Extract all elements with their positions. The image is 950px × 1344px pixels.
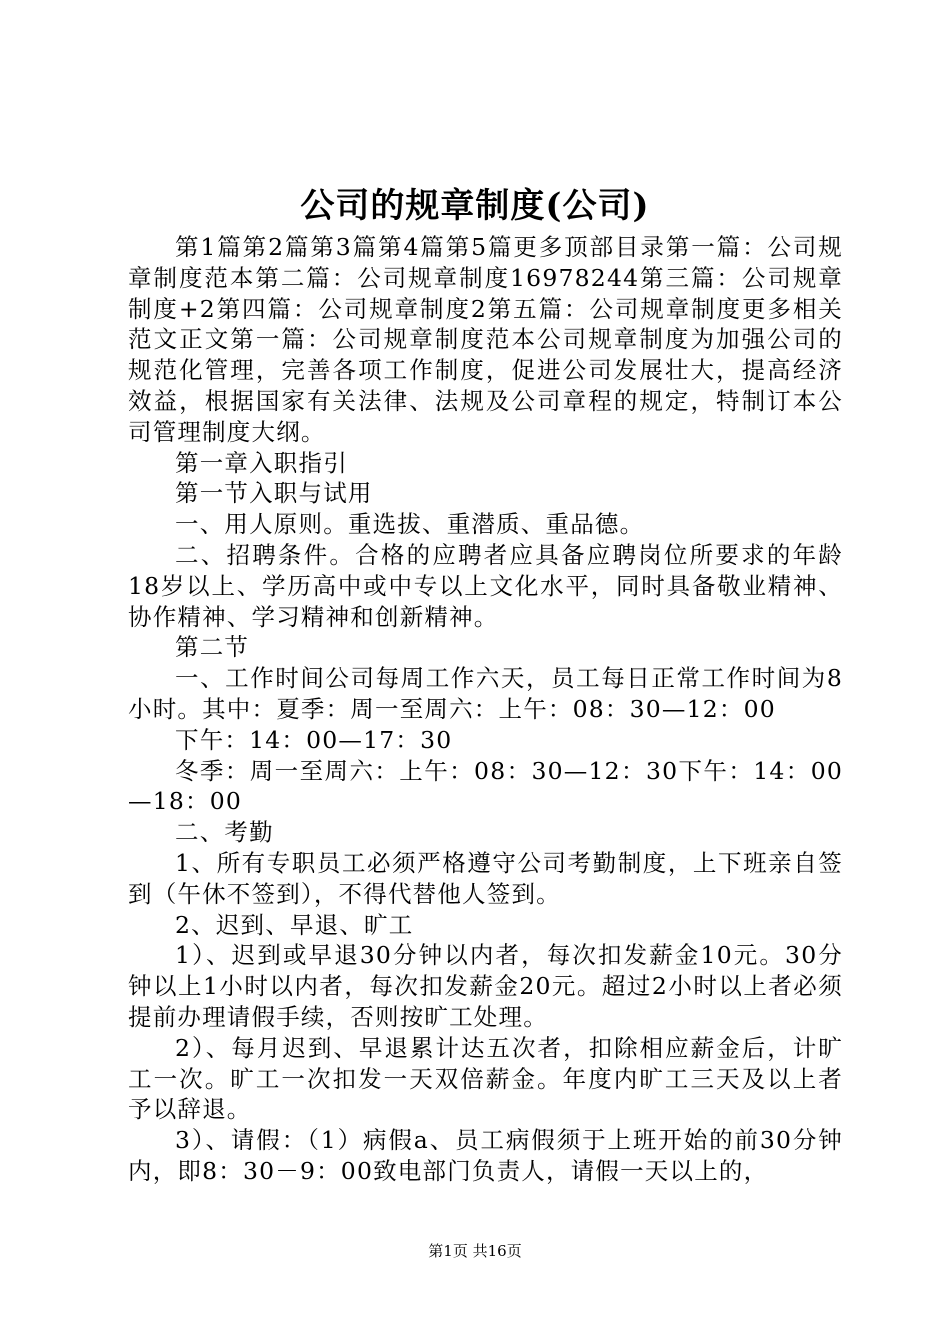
paragraph: 下午：14：00—17：30 — [175, 725, 453, 754]
paragraph: 一、用人原则。重选拔、重潜质、重品德。 — [175, 510, 645, 539]
document-body — [128, 232, 843, 1187]
paragraph: 2）、每月迟到、早退累计达五次者，扣除相应薪金后，计旷工一次。旷工一次扣发一天双倍薪金。年度内旷工三天及以上者予以辞退。 — [128, 1033, 843, 1124]
paragraph: 二、考勤 — [175, 818, 274, 847]
paragraph: 一、工作时间公司每周工作六天，员工每日正常工作时间为8小时。其中：夏季：周一至周六：上午：08：30—12：00 — [128, 664, 843, 723]
paragraph: 二、招聘条件。合格的应聘者应具备应聘岗位所要求的年龄18岁以上、学历高中或中专以上文化水平，同时具备敬业精神、协作精神、学习精神和创新精神。 — [128, 540, 843, 631]
document-title: 公司的规章制度(公司) — [300, 186, 650, 226]
paragraph: 3）、请假：（1）病假a、员工病假须于上班开始的前30分钟内，即8：30－9：00致电部门负责人，请假一天以上的， — [128, 1126, 843, 1185]
section-heading: 第二节 — [175, 633, 250, 662]
chapter-heading: 第一章入职指引 — [175, 448, 348, 477]
paragraph: 冬季：周一至周六：上午：08：30—12：30下午：14：00—18：00 — [128, 756, 843, 816]
paragraph: 1）、迟到或早退30分钟以内者，每次扣发薪金10元。30分钟以上1小时以内者，每次扣发薪金20元。超过2小时以上者必须提前办理请假手续，否则按旷工处理。 — [128, 941, 843, 1031]
page-footer: 第1页 共16页 — [428, 1242, 522, 1260]
paragraph: 1、所有专职员工必须严格遵守公司考勤制度，上下班亲自签到（午休不签到），不得代替他人签到。 — [128, 848, 843, 908]
paragraph-intro: 第1篇第2篇第3篇第4篇第5篇更多顶部目录第一篇：公司规章制度范本第二篇：公司规章制度16978244第三篇：公司规章制度+2第四篇：公司规章制度2第五篇：公司规章制度更多相关范文正文第一篇：公司规章制度范本公司规章制度为加强公司的规范化管理，完善各项工作制度，促进公司发展壮大，提高经济效益，根据国家有关法律、法规及公司章程的规定，特制订本公司管理制度大纲。 — [128, 233, 843, 446]
paragraph: 2、迟到、早退、旷工 — [175, 910, 414, 939]
section-heading: 第一节入职与试用 — [175, 479, 373, 508]
